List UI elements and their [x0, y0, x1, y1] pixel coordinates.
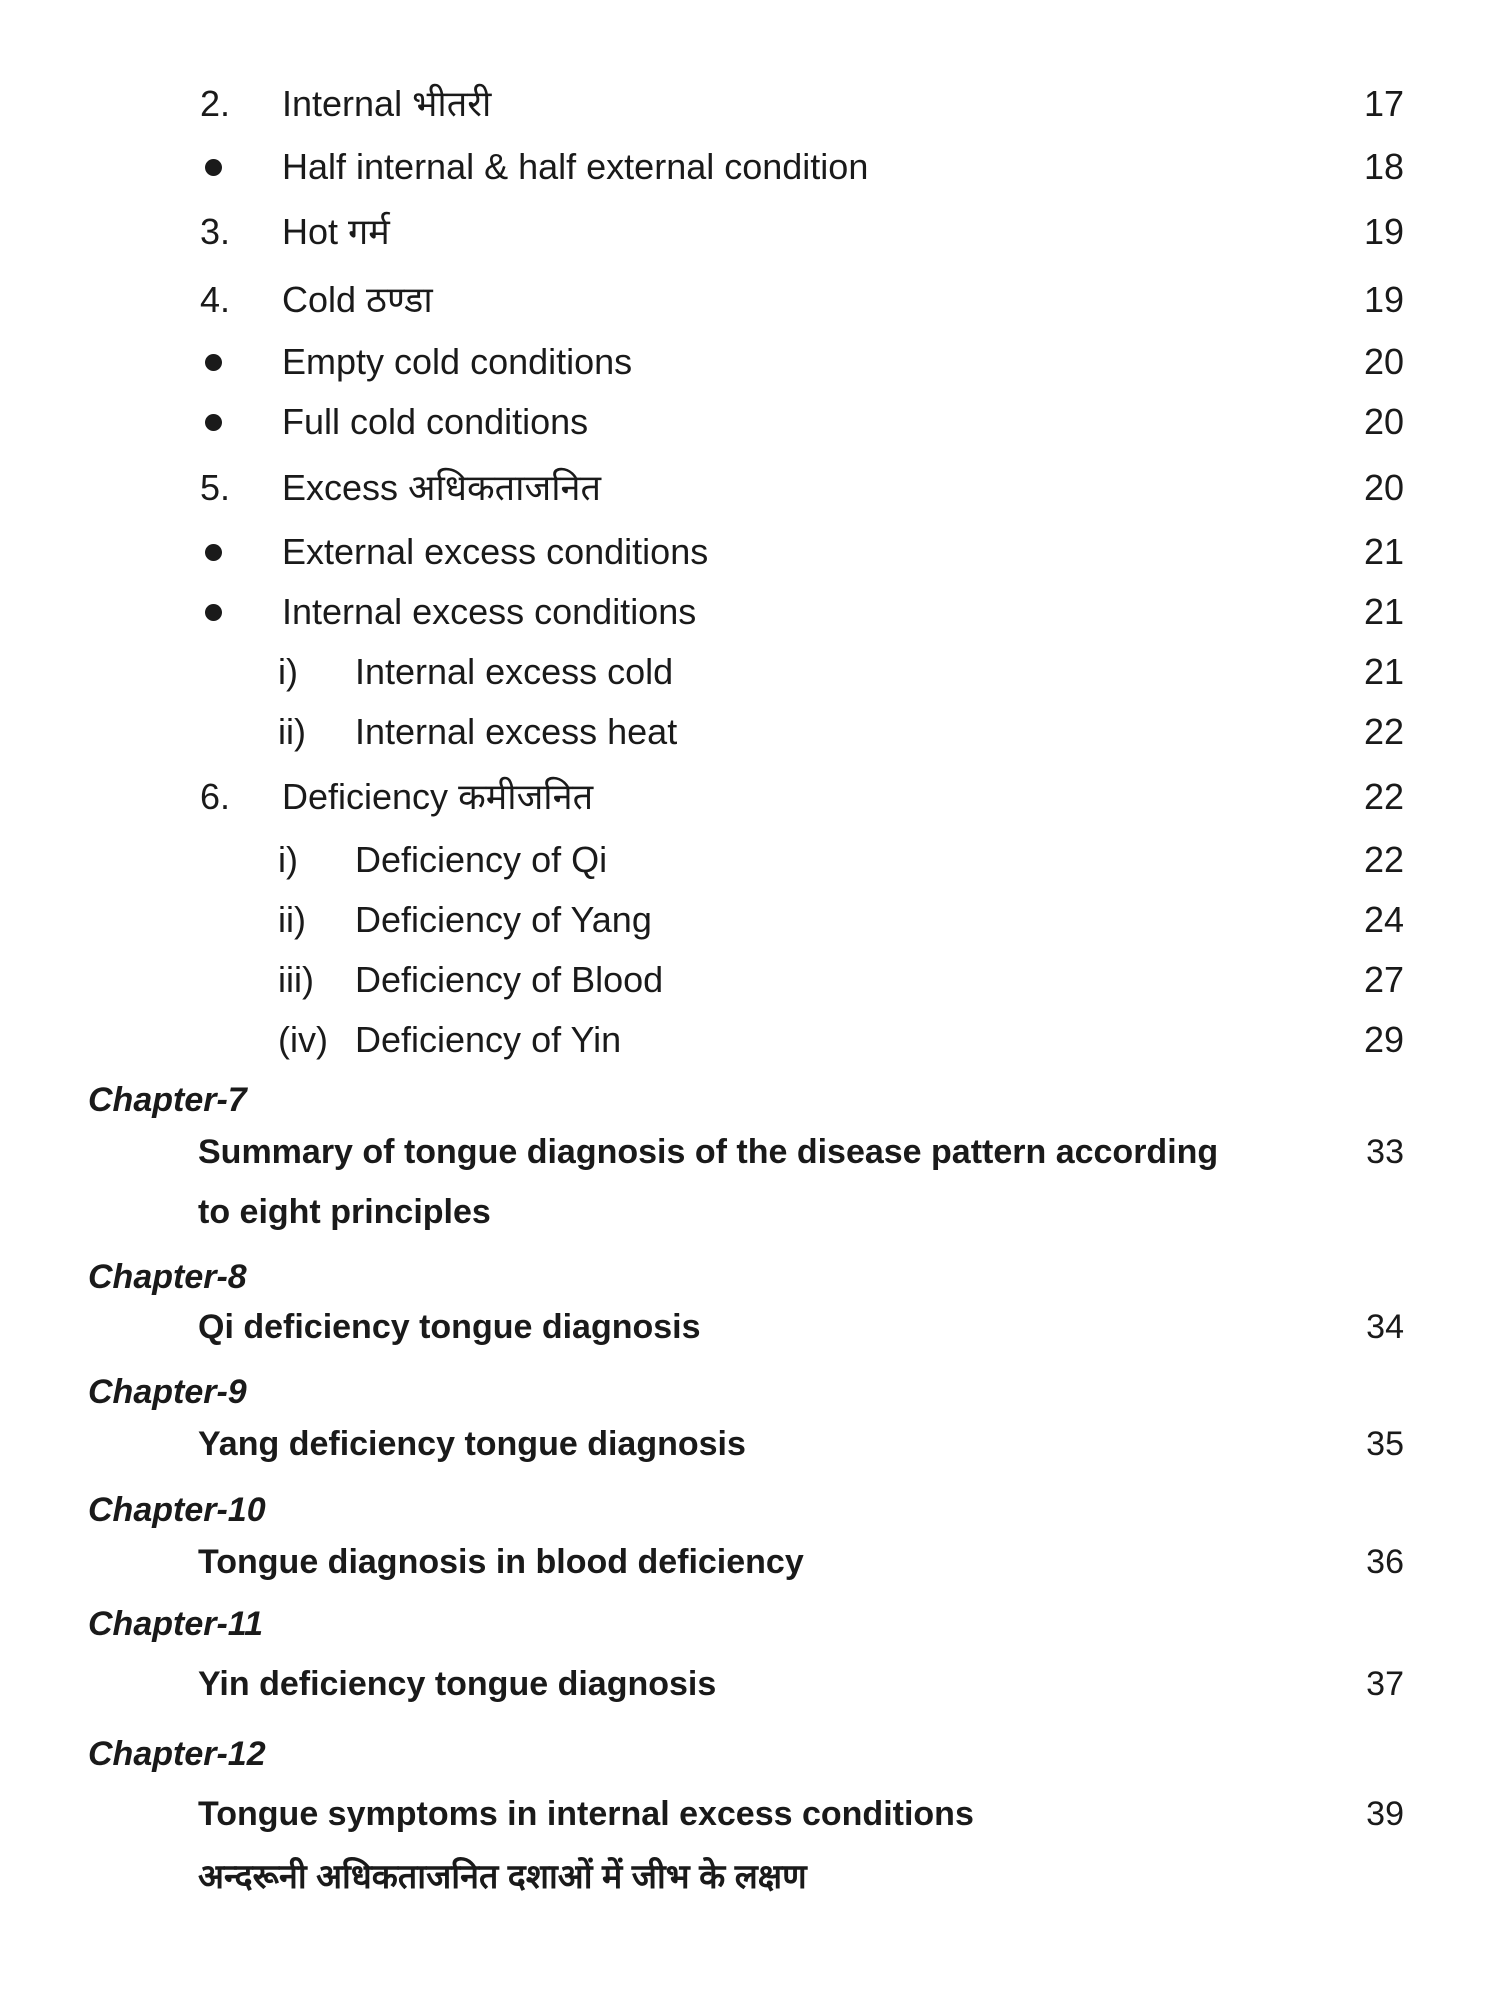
entry-label: Deficiency of Yin [355, 1019, 622, 1060]
entry-label: Empty cold conditions [282, 341, 633, 382]
entry-label: Deficiency of Qi [355, 839, 608, 880]
chapter-title: Summary of tongue diagnosis of the disease pattern according [198, 1133, 1219, 1171]
entry-page: 18 [1363, 146, 1404, 187]
entry-number: ii) [278, 711, 306, 752]
chapter-title-hindi: अन्दरूनी अधिकताजनित दशाओं में जीभ के लक्षण [198, 1858, 807, 1896]
entry-page: 17 [1363, 83, 1404, 124]
entry-page: 24 [1363, 899, 1404, 940]
chapter-page: 35 [1366, 1425, 1404, 1463]
chapter-title: Yang deficiency tongue diagnosis [198, 1425, 746, 1463]
chapter-heading: Chapter-8 [88, 1258, 247, 1296]
entry-number: (iv) [278, 1019, 328, 1060]
bullet-icon [205, 414, 222, 431]
entry-number: iii) [278, 959, 314, 1000]
chapter-page: 33 [1366, 1133, 1404, 1171]
entry-number: 4. [200, 279, 231, 320]
entry-page: 19 [1363, 211, 1404, 252]
entry-page: 22 [1363, 711, 1404, 752]
entry-page: 21 [1363, 591, 1404, 632]
entry-page: 20 [1363, 341, 1404, 382]
entry-page: 19 [1363, 279, 1404, 320]
entry-label: Full cold conditions [282, 401, 589, 442]
entry-label: Internal excess heat [355, 711, 678, 752]
entry-label: Half internal & half external condition [282, 146, 869, 187]
bullet-icon [205, 604, 222, 621]
entry-page: 29 [1363, 1019, 1404, 1060]
chapter-title: Tongue symptoms in internal excess conditions [198, 1795, 974, 1833]
entry-number: 2. [200, 83, 231, 124]
entry-label: Internal excess conditions [282, 591, 697, 632]
chapter-heading: Chapter-12 [88, 1735, 266, 1773]
entry-label: Hot गर्म [282, 211, 390, 252]
chapter-title: Yin deficiency tongue diagnosis [198, 1665, 717, 1703]
entry-number: 3. [200, 211, 231, 252]
entry-page: 20 [1363, 467, 1404, 508]
entry-page: 22 [1363, 839, 1404, 880]
bullet-icon [205, 544, 222, 561]
entry-number: i) [278, 839, 298, 880]
entry-page: 27 [1363, 959, 1404, 1000]
entry-label: Cold ठण्डा [282, 279, 433, 320]
entry-label: Internal भीतरी [282, 83, 492, 124]
entry-page: 22 [1363, 776, 1404, 817]
chapter-page: 39 [1366, 1795, 1404, 1833]
chapter-heading: Chapter-11 [88, 1605, 264, 1643]
entry-label: External excess conditions [282, 531, 709, 572]
chapter-heading: Chapter-10 [88, 1491, 266, 1529]
chapter-title: Qi deficiency tongue diagnosis [198, 1308, 701, 1346]
entry-page: 21 [1363, 651, 1404, 692]
entry-label: Deficiency कमीजनित [282, 776, 594, 817]
chapter-heading: Chapter-9 [88, 1373, 247, 1411]
entry-page: 20 [1363, 401, 1404, 442]
chapter-title-cont: to eight principles [198, 1193, 491, 1231]
entry-label: Excess अधिकताजनित [282, 467, 602, 508]
bullet-icon [205, 354, 222, 371]
entry-number: 5. [200, 467, 231, 508]
chapter-title: Tongue diagnosis in blood deficiency [198, 1543, 804, 1581]
entry-number: i) [278, 651, 298, 692]
entry-label: Deficiency of Yang [355, 899, 652, 940]
entry-page: 21 [1363, 531, 1404, 572]
chapter-page: 34 [1366, 1308, 1404, 1346]
chapter-heading: Chapter-7 [88, 1081, 247, 1119]
entry-label: Internal excess cold [355, 651, 674, 692]
bullet-icon [205, 159, 222, 176]
chapter-page: 37 [1366, 1665, 1404, 1703]
entry-label: Deficiency of Blood [355, 959, 664, 1000]
entry-number: 6. [200, 776, 231, 817]
chapter-page: 36 [1366, 1543, 1404, 1581]
entry-number: ii) [278, 899, 306, 940]
